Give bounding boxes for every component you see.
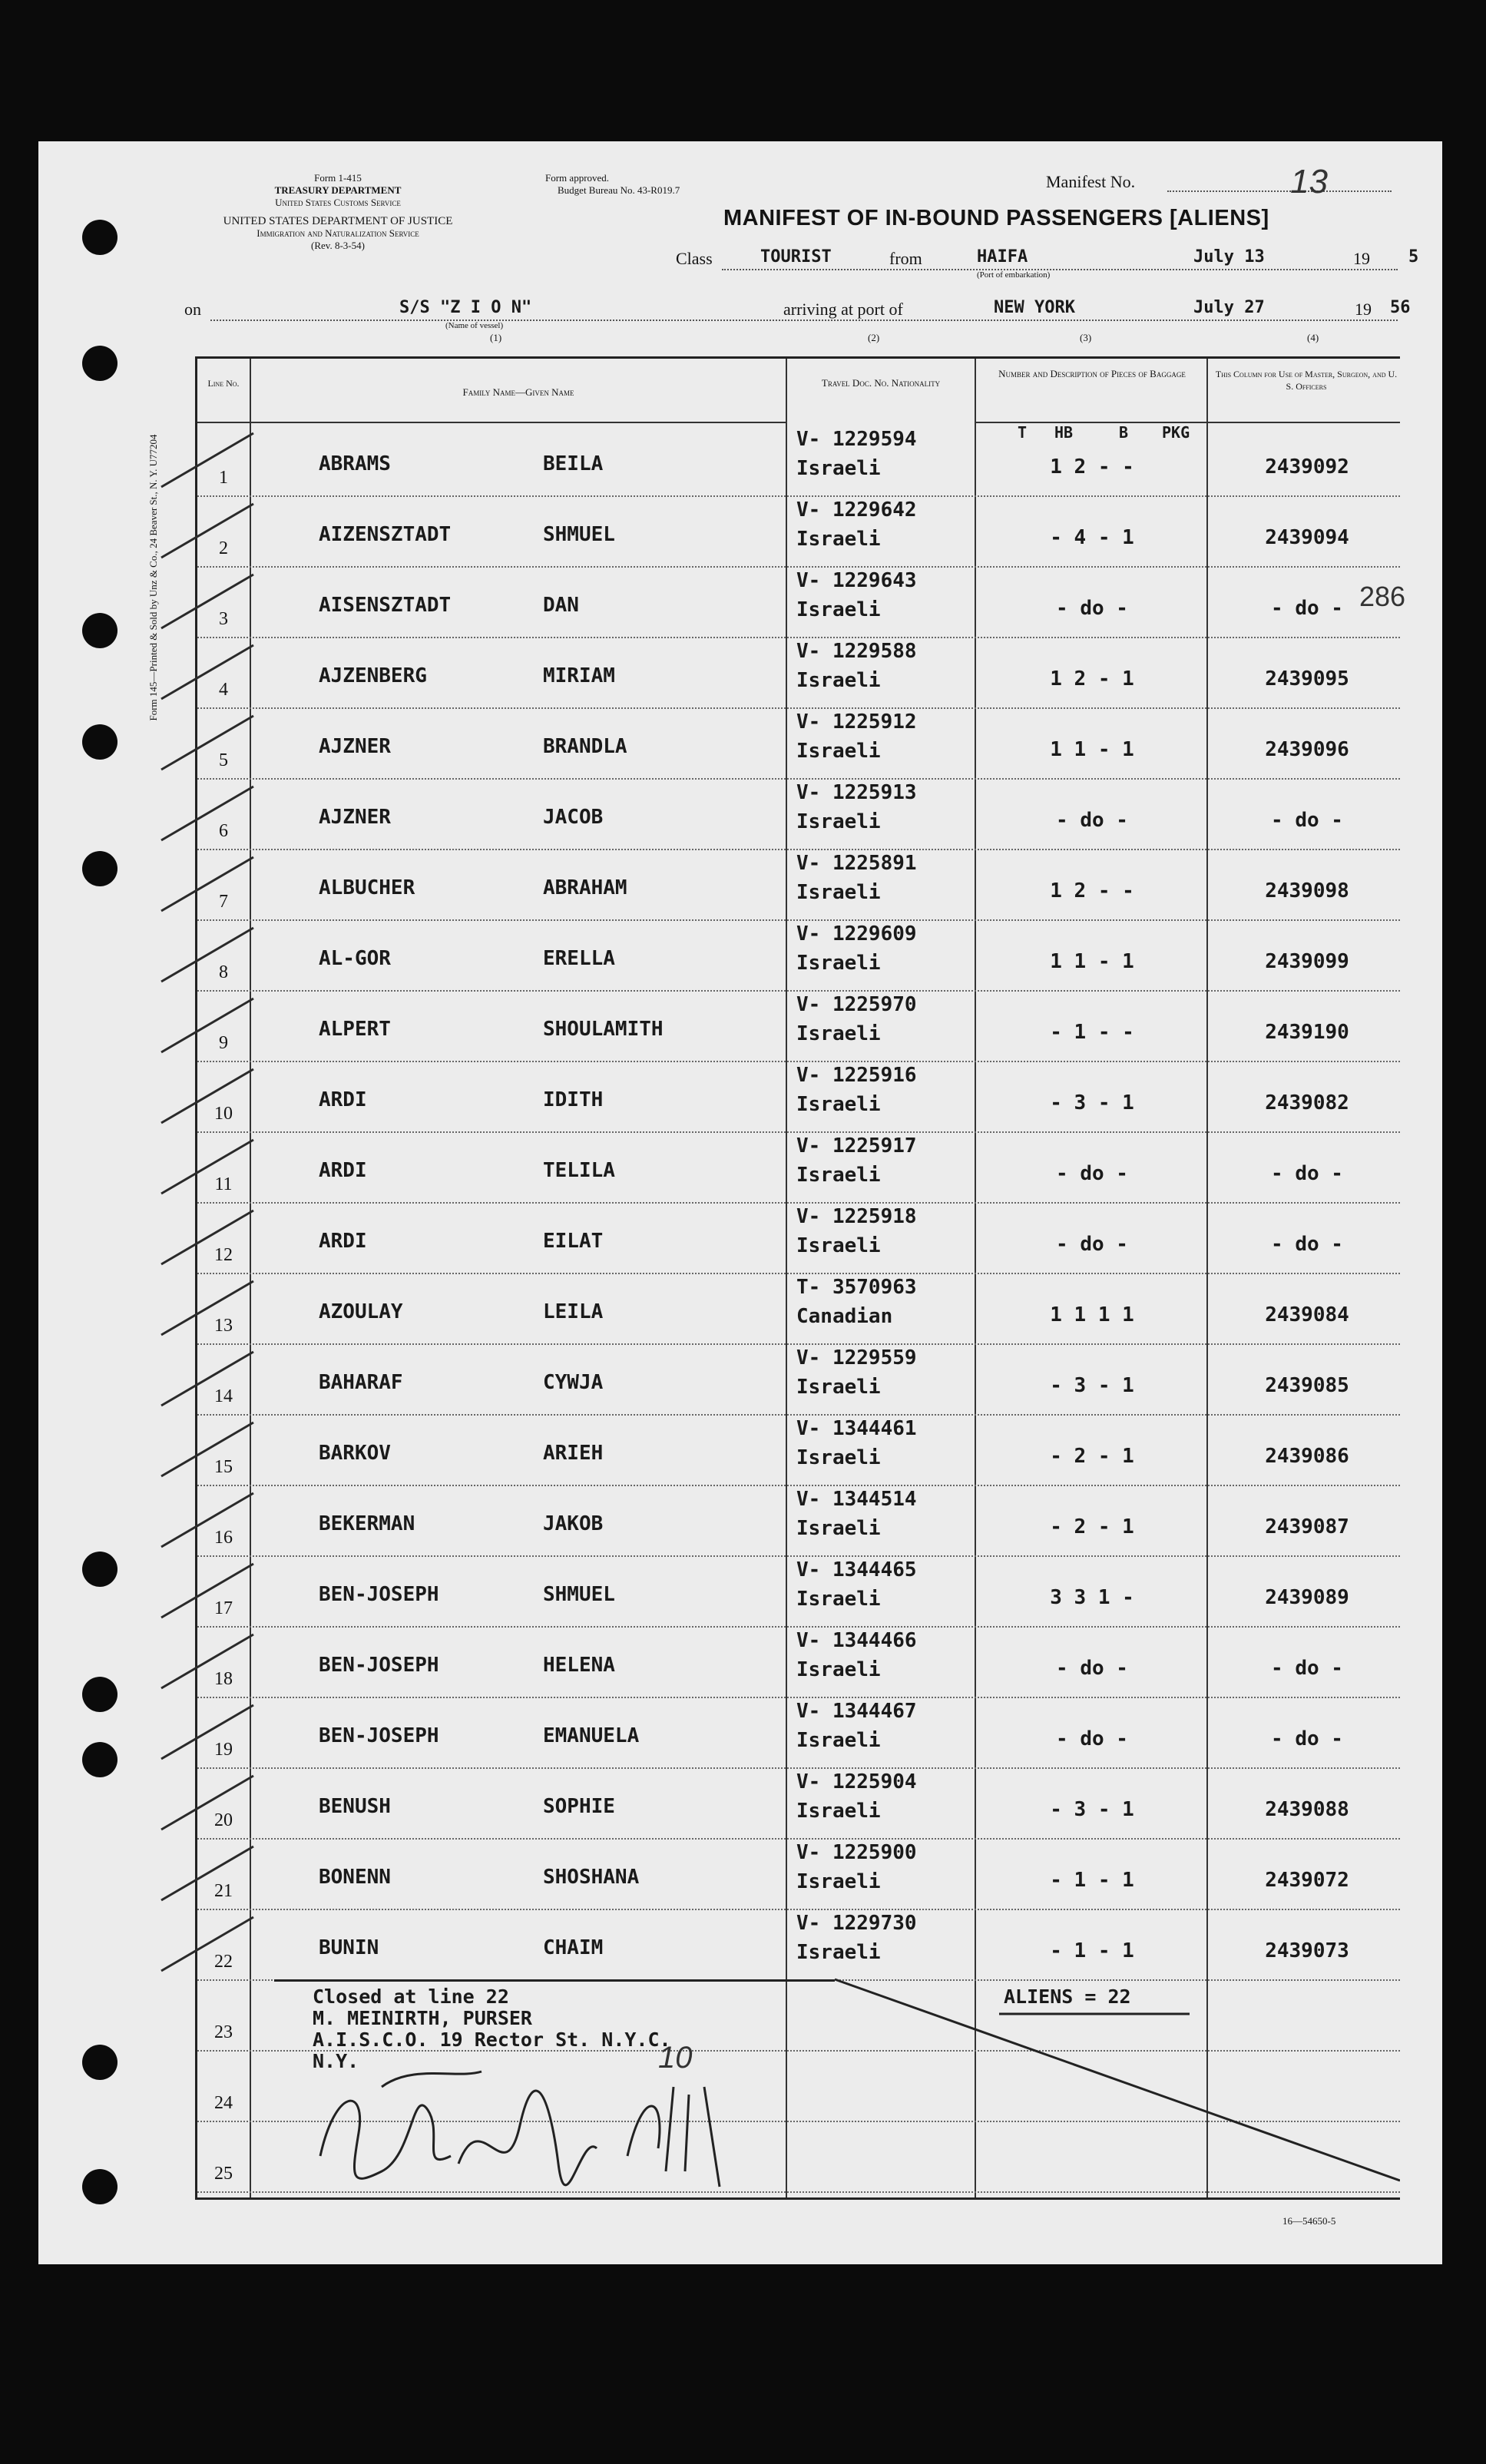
travel-doc-number: V- 1225917 — [796, 1134, 917, 1157]
check-tick — [161, 1069, 253, 1123]
baggage-count: - do - — [1056, 597, 1128, 620]
closing-line-2: M. MEINIRTH, PURSER — [313, 2007, 532, 2029]
officer-number: 2439084 — [1265, 1303, 1349, 1326]
travel-doc-number: V- 1344465 — [796, 1558, 917, 1581]
baggage-count: - 1 - - — [1050, 1021, 1134, 1044]
officer-number: 2439085 — [1265, 1374, 1349, 1397]
passenger-given-name: SHOULAMITH — [543, 1018, 664, 1041]
arrival-year-prefix: 19 — [1355, 300, 1372, 319]
line-number: 14 — [214, 1386, 233, 1406]
line-number: 22 — [214, 1952, 233, 1972]
line-number: 3 — [219, 609, 228, 629]
travel-doc-number: V- 1229609 — [796, 922, 917, 946]
passenger-surname: ABRAMS — [319, 452, 391, 475]
passenger-surname: ARDI — [319, 1230, 367, 1253]
nationality: Canadian — [796, 1305, 893, 1328]
aliens-total: ALIENS = 22 — [1004, 1985, 1131, 2008]
officer-number: 2439190 — [1265, 1021, 1349, 1044]
passenger-surname: AJZENBERG — [319, 664, 427, 687]
passenger-given-name: ARIEH — [543, 1442, 604, 1465]
col-num-2: (2) — [868, 332, 880, 343]
baggage-count: 1 1 - 1 — [1050, 738, 1134, 761]
line-number: 18 — [214, 1669, 233, 1689]
col-header-travel: Travel Doc. No. Nationality — [821, 377, 941, 389]
check-tick — [161, 1140, 253, 1194]
passenger-given-name: IDITH — [543, 1088, 604, 1111]
line-number: 12 — [214, 1245, 233, 1265]
nationality: Israeli — [796, 1800, 881, 1823]
travel-doc-number: V- 1344461 — [796, 1417, 917, 1440]
baggage-count: - do - — [1056, 1233, 1128, 1256]
signature-scrawl — [305, 2041, 858, 2194]
line-number: 6 — [219, 821, 228, 841]
line-number: 5 — [219, 750, 228, 770]
margin-number: 286 — [1359, 581, 1406, 612]
col-num-1: (1) — [490, 332, 502, 343]
line-number: 16 — [214, 1528, 233, 1548]
nationality: Israeli — [796, 1022, 881, 1045]
travel-doc-number: V- 1225970 — [796, 993, 917, 1016]
port-embark-caption: (Port of embarkation) — [977, 270, 1051, 280]
vessel-name: S/S "Z I O N" — [399, 298, 532, 317]
passenger-surname: ALPERT — [319, 1018, 391, 1041]
officer-number: 2439073 — [1265, 1939, 1349, 1962]
check-tick — [161, 928, 253, 982]
passenger-given-name: BRANDLA — [543, 735, 627, 758]
nationality: Israeli — [796, 669, 881, 692]
punch-hole — [82, 724, 117, 760]
passenger-given-name: SOPHIE — [543, 1795, 615, 1818]
travel-doc-number: V- 1225904 — [796, 1770, 917, 1793]
punch-hole — [82, 1552, 117, 1587]
class-label: Class — [676, 249, 713, 268]
baggage-sub-hb: HB — [1054, 423, 1074, 442]
col-num-3: (3) — [1080, 332, 1092, 343]
tick-marks — [146, 426, 276, 2192]
baggage-count: - 3 - 1 — [1050, 1091, 1134, 1114]
line-number: 25 — [214, 2164, 233, 2184]
line-number: 15 — [214, 1457, 233, 1477]
dept-justice: UNITED STATES DEPARTMENT OF JUSTICE — [223, 215, 453, 227]
travel-doc-number: V- 1229594 — [796, 428, 917, 451]
nationality: Israeli — [796, 1164, 881, 1187]
passenger-surname: AISENSZTADT — [319, 594, 452, 617]
passenger-given-name: CYWJA — [543, 1371, 604, 1394]
footer-code: 16—54650-5 — [1282, 2215, 1336, 2227]
check-tick — [161, 1210, 253, 1264]
check-tick — [161, 1846, 253, 1900]
punch-hole — [82, 220, 117, 255]
col-header-name: Family Name—Given Name — [462, 386, 574, 398]
baggage-count: 1 2 - 1 — [1050, 667, 1134, 691]
passenger-surname: AJZNER — [319, 806, 391, 829]
check-tick — [161, 716, 253, 770]
travel-doc-number: V- 1225918 — [796, 1205, 917, 1228]
officer-number: - do - — [1271, 1657, 1343, 1680]
col-header-officers: This Column for Use of Master, Surgeon, and U. S. Officers — [1215, 369, 1398, 392]
arrival-year-suffix: 56 — [1390, 298, 1411, 317]
baggage-count: 1 1 1 1 — [1050, 1303, 1134, 1326]
check-tick — [161, 1917, 253, 1971]
nationality: Israeli — [796, 810, 881, 833]
check-tick — [161, 1634, 253, 1688]
baggage-count: - do - — [1056, 1162, 1128, 1185]
check-tick — [161, 504, 253, 558]
form-revision: (Rev. 8-3-54) — [311, 240, 365, 251]
officer-number: - do - — [1271, 1162, 1343, 1185]
nationality: Israeli — [796, 1941, 881, 1964]
line-number: 8 — [219, 962, 228, 982]
travel-doc-number: V- 1229559 — [796, 1346, 917, 1369]
baggage-count: - 1 - 1 — [1050, 1869, 1134, 1892]
departure-date: July 13 — [1193, 247, 1265, 267]
passenger-given-name: ABRAHAM — [543, 876, 627, 899]
line-number: 7 — [219, 892, 228, 912]
officer-number: 2439086 — [1265, 1445, 1349, 1468]
travel-doc-number: V- 1229643 — [796, 569, 917, 592]
line-number: 21 — [214, 1881, 233, 1901]
passenger-given-name: MIRIAM — [543, 664, 615, 687]
passenger-given-name: DAN — [543, 594, 579, 617]
nationality: Israeli — [796, 740, 881, 763]
nationality: Israeli — [796, 1093, 881, 1116]
nationality: Israeli — [796, 457, 881, 480]
baggage-count: - 2 - 1 — [1050, 1445, 1134, 1468]
passenger-given-name: TELILA — [543, 1159, 615, 1182]
officer-number: 2439098 — [1265, 879, 1349, 902]
baggage-count: 1 2 - - — [1050, 455, 1134, 479]
closing-line-4: N.Y. — [313, 2050, 359, 2072]
officer-number: 2439095 — [1265, 667, 1349, 691]
travel-doc-number: V- 1229588 — [796, 640, 917, 663]
manifest-number: 13 — [1290, 163, 1328, 200]
passenger-given-name: SHOSHANA — [543, 1866, 640, 1889]
check-tick — [161, 1493, 253, 1547]
passenger-given-name: SHMUEL — [543, 523, 615, 546]
passenger-surname: BEN-JOSEPH — [319, 1724, 439, 1747]
passenger-surname: BENUSH — [319, 1795, 391, 1818]
travel-doc-number: T- 3570963 — [796, 1276, 917, 1299]
passenger-surname: ARDI — [319, 1159, 367, 1182]
passenger-surname: BARKOV — [319, 1442, 391, 1465]
check-tick — [161, 1352, 253, 1406]
col-num-4: (4) — [1307, 332, 1319, 343]
class-line — [722, 269, 1398, 270]
officer-number: - do - — [1271, 597, 1343, 620]
travel-doc-number: V- 1344466 — [796, 1629, 917, 1652]
passenger-surname: AL-GOR — [319, 947, 391, 970]
nationality: Israeli — [796, 1446, 881, 1469]
passenger-surname: AIZENSZTADT — [319, 523, 452, 546]
nationality: Israeli — [796, 598, 881, 621]
travel-doc-number: V- 1229642 — [796, 498, 917, 522]
closing-line-1: Closed at line 22 — [313, 1985, 509, 2008]
travel-doc-number: V- 1229730 — [796, 1912, 917, 1935]
officer-number: 2439092 — [1265, 455, 1349, 479]
form-approved: Form approved. — [545, 172, 610, 184]
nationality: Israeli — [796, 1517, 881, 1540]
on-label: on — [184, 300, 201, 319]
vessel-line — [210, 320, 1398, 321]
passenger-surname: BONENN — [319, 1866, 391, 1889]
class-value: TOURIST — [760, 247, 832, 267]
check-tick — [161, 857, 253, 911]
baggage-count: - 3 - 1 — [1050, 1374, 1134, 1397]
punch-hole — [82, 851, 117, 886]
passenger-given-name: BEILA — [543, 452, 604, 475]
punch-hole — [82, 613, 117, 648]
officer-number: - do - — [1271, 809, 1343, 832]
check-tick — [161, 1422, 253, 1476]
punch-hole — [82, 346, 117, 381]
officer-number: 2439072 — [1265, 1869, 1349, 1892]
line-number: 2 — [219, 538, 228, 558]
baggage-sub-t: T — [1018, 423, 1028, 442]
port-arrival: NEW YORK — [994, 298, 1075, 317]
signature-note: 10 — [658, 2041, 693, 2075]
manifest-page — [38, 141, 1442, 2264]
departure-year-prefix: 19 — [1353, 249, 1370, 268]
check-tick — [161, 1281, 253, 1335]
line-number: 23 — [214, 2022, 233, 2042]
punch-hole — [82, 2045, 117, 2080]
baggage-sub-pkg: PKG — [1162, 423, 1190, 442]
passenger-given-name: EMANUELA — [543, 1724, 640, 1747]
punch-hole — [82, 2169, 117, 2204]
passenger-surname: BUNIN — [319, 1936, 379, 1959]
check-tick — [161, 1564, 253, 1618]
line-number: 20 — [214, 1810, 233, 1830]
arrival-date: July 27 — [1193, 298, 1265, 317]
check-tick — [161, 787, 253, 840]
passenger-surname: AJZNER — [319, 735, 391, 758]
check-tick — [161, 645, 253, 699]
travel-doc-number: V- 1225912 — [796, 710, 917, 734]
col-header-baggage: Number and Description of Pieces of Baggage — [998, 368, 1186, 379]
manifest-title: MANIFEST OF IN-BOUND PASSENGERS [ALIENS] — [723, 206, 1269, 230]
baggage-count: - do - — [1056, 1727, 1128, 1750]
baggage-count: 3 3 1 - — [1050, 1586, 1134, 1609]
budget-bureau: Budget Bureau No. 43-R019.7 — [558, 184, 680, 196]
passenger-surname: ARDI — [319, 1088, 367, 1111]
baggage-count: 1 1 - 1 — [1050, 950, 1134, 973]
line-number: 24 — [214, 2093, 233, 2113]
officer-number: 2439087 — [1265, 1515, 1349, 1538]
passenger-surname: BEKERMAN — [319, 1512, 415, 1535]
manifest-line — [1167, 190, 1392, 192]
travel-doc-number: V- 1225891 — [796, 852, 917, 875]
officer-number: - do - — [1271, 1233, 1343, 1256]
nationality: Israeli — [796, 1870, 881, 1893]
passenger-given-name: EILAT — [543, 1230, 604, 1253]
passenger-given-name: ERELLA — [543, 947, 615, 970]
line-number: 13 — [214, 1316, 233, 1336]
nationality: Israeli — [796, 1376, 881, 1399]
officer-number: 2439094 — [1265, 526, 1349, 549]
baggage-count: - do - — [1056, 809, 1128, 832]
passenger-given-name: CHAIM — [543, 1936, 604, 1959]
officer-number: 2439096 — [1265, 738, 1349, 761]
line-number: 10 — [214, 1104, 233, 1124]
form-number: Form 1-415 — [314, 172, 362, 184]
line-number: 1 — [219, 468, 228, 488]
passenger-surname: BEN-JOSEPH — [319, 1583, 439, 1606]
travel-doc-number: V- 1225913 — [796, 781, 917, 804]
closing-diagonal — [197, 359, 1400, 2197]
passenger-given-name: JAKOB — [543, 1512, 604, 1535]
line-number: 17 — [214, 1598, 233, 1618]
dept-customs: United States Customs Service — [275, 197, 401, 208]
check-tick — [161, 575, 253, 628]
departure-year-suffix: 5 — [1408, 247, 1419, 267]
travel-doc-number: V- 1225900 — [796, 1841, 917, 1864]
travel-doc-number: V- 1344467 — [796, 1700, 917, 1723]
punch-hole — [82, 1742, 117, 1777]
check-tick — [161, 1705, 253, 1759]
passenger-table — [195, 356, 1400, 2200]
side-print: Form 145—Printed & Sold by Unz & Co., 24 Beaver St., N. Y. U77204 — [147, 434, 159, 721]
travel-doc-number: V- 1225916 — [796, 1064, 917, 1087]
nationality: Israeli — [796, 528, 881, 551]
nationality: Israeli — [796, 952, 881, 975]
closing-line-3: A.I.S.C.O. 19 Rector St. N.Y.C. — [313, 2028, 671, 2051]
baggage-count: - 4 - 1 — [1050, 526, 1134, 549]
nationality: Israeli — [796, 1729, 881, 1752]
passenger-given-name: SHMUEL — [543, 1583, 615, 1606]
passenger-surname: BAHARAF — [319, 1371, 403, 1394]
line-number: 19 — [214, 1740, 233, 1760]
nationality: Israeli — [796, 1658, 881, 1681]
arriving-label: arriving at port of — [783, 300, 903, 319]
travel-doc-number: V- 1344514 — [796, 1488, 917, 1511]
vessel-caption: (Name of vessel) — [445, 321, 504, 330]
baggage-count: - 2 - 1 — [1050, 1515, 1134, 1538]
line-number: 4 — [219, 680, 228, 700]
line-number: 9 — [219, 1033, 228, 1053]
passenger-surname: AZOULAY — [319, 1300, 403, 1323]
from-label: from — [889, 249, 922, 268]
dept-ins: Immigration and Naturalization Service — [256, 227, 419, 239]
officer-number: 2439088 — [1265, 1798, 1349, 1821]
passenger-given-name: JACOB — [543, 806, 604, 829]
punch-hole — [82, 1677, 117, 1712]
baggage-count: 1 2 - - — [1050, 879, 1134, 902]
nationality: Israeli — [796, 881, 881, 904]
line-number: 11 — [214, 1174, 233, 1194]
baggage-count: - do - — [1056, 1657, 1128, 1680]
baggage-count: - 3 - 1 — [1050, 1798, 1134, 1821]
officer-number: 2439099 — [1265, 950, 1349, 973]
passenger-given-name: LEILA — [543, 1300, 604, 1323]
nationality: Israeli — [796, 1588, 881, 1611]
col-header-line: Line No. — [207, 378, 240, 389]
dept-treasury: TREASURY DEPARTMENT — [274, 184, 402, 196]
check-tick — [161, 999, 253, 1052]
manifest-label: Manifest No. — [1046, 172, 1136, 191]
passenger-given-name: HELENA — [543, 1654, 615, 1677]
port-embark: HAIFA — [977, 247, 1028, 267]
officer-number: 2439089 — [1265, 1586, 1349, 1609]
officer-number: - do - — [1271, 1727, 1343, 1750]
baggage-count: - 1 - 1 — [1050, 1939, 1134, 1962]
baggage-sub-b: B — [1119, 423, 1129, 442]
passenger-surname: BEN-JOSEPH — [319, 1654, 439, 1677]
nationality: Israeli — [796, 1234, 881, 1257]
check-tick — [161, 1776, 253, 1830]
check-tick — [161, 433, 253, 487]
passenger-surname: ALBUCHER — [319, 876, 415, 899]
officer-number: 2439082 — [1265, 1091, 1349, 1114]
